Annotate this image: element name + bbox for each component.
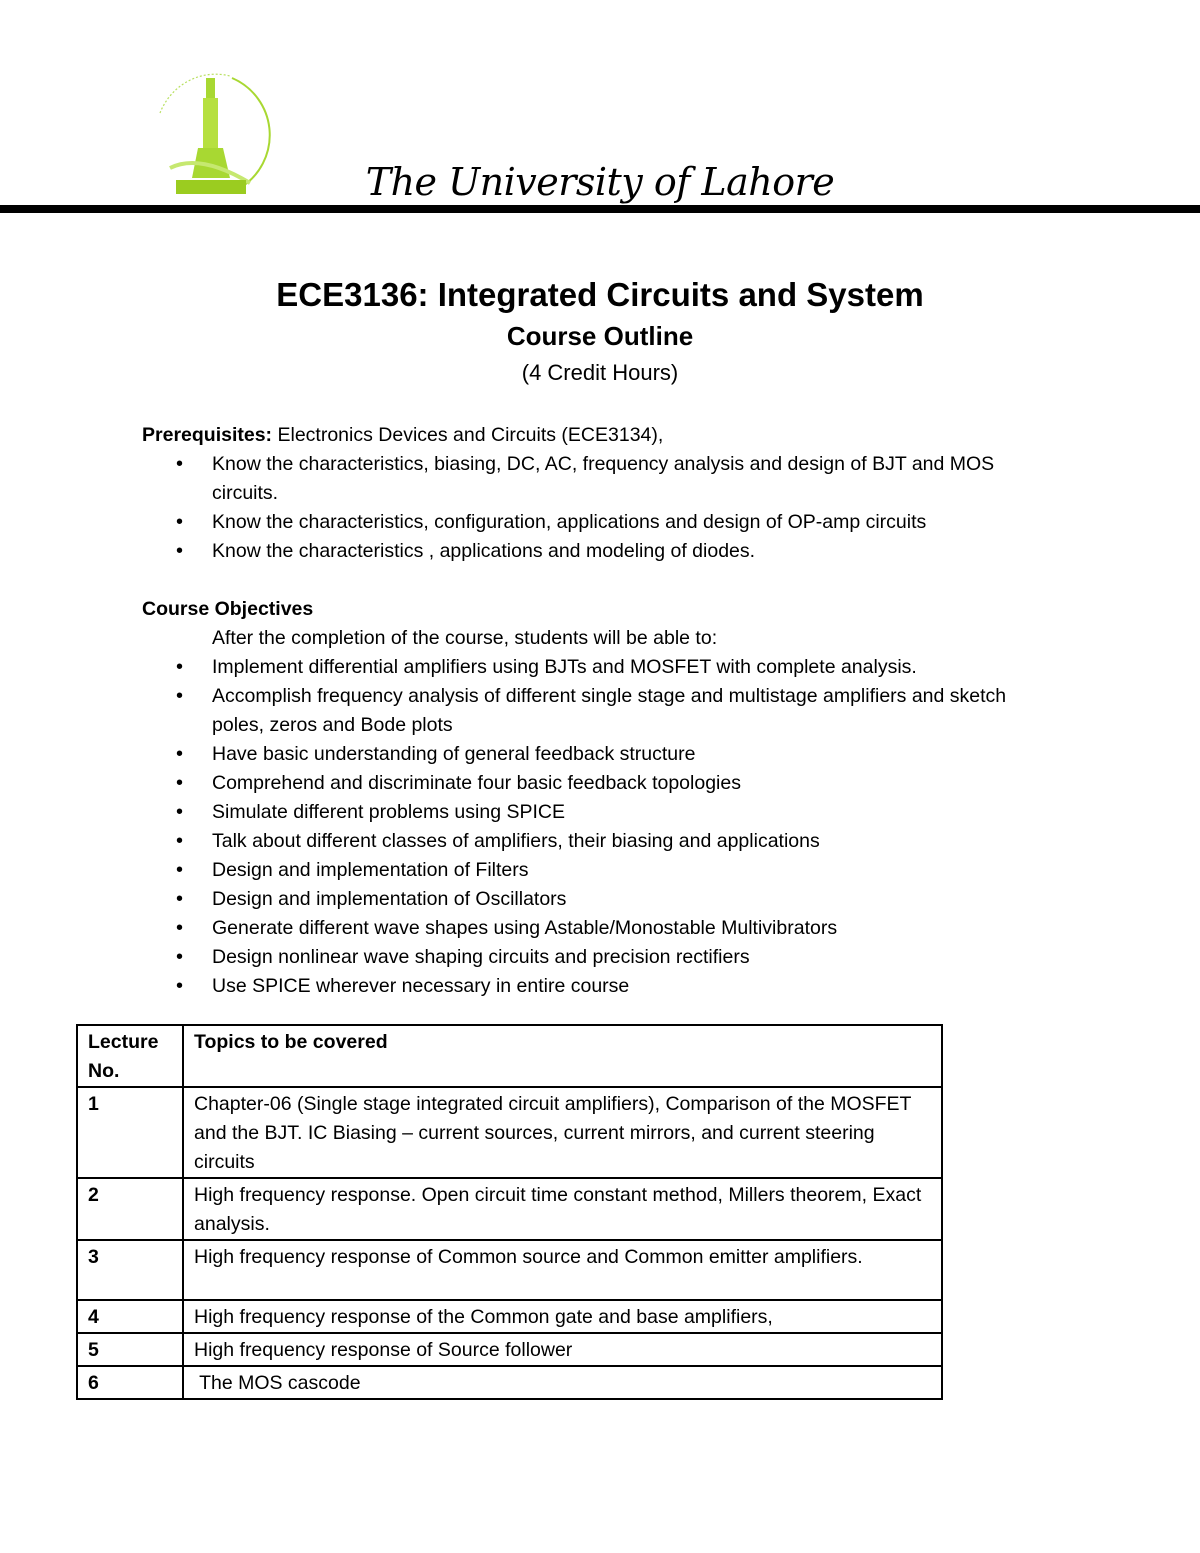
university-name: The University of Lahore [365, 160, 835, 204]
prerequisites-label: Prerequisites: [142, 424, 273, 446]
table-header-row [77, 1025, 942, 1087]
course-title: ECE3136: Integrated Circuits and System [276, 276, 924, 313]
objective-item: • Accomplish frequency analysis of different single stage and multistage amplifiers and sketch poles, zeros and Bode plots [142, 682, 1022, 740]
objective-item: • Comprehend and discriminate four basic feedback topologies [142, 769, 1022, 798]
lecture-topic: The MOS cascode [183, 1366, 942, 1399]
lecture-number: 2 [77, 1178, 183, 1240]
table-row [77, 1240, 942, 1300]
objective-item: • Use SPICE wherever necessary in entire course [142, 972, 1022, 1001]
objective-item: • Talk about different classes of amplifiers, their biasing and applications [142, 827, 1022, 856]
prerequisites-section [142, 421, 1062, 566]
prerequisites-text: Electronics Devices and Circuits (ECE3134), [272, 424, 664, 446]
table-row [77, 1178, 942, 1240]
header-lecture-no: Lecture No. [77, 1025, 183, 1087]
objective-item: • Design and implementation of Oscillators [142, 885, 1022, 914]
lecture-topic: High frequency response of Common source and Common emitter amplifiers. [183, 1240, 942, 1300]
prerequisite-item: • Know the characteristics , applications and modeling of diodes. [142, 537, 1012, 566]
lecture-number: 3 [77, 1240, 183, 1300]
lecture-topic: High frequency response of Source follower [183, 1333, 942, 1366]
objective-item: • Implement differential amplifiers using BJTs and MOSFET with complete analysis. [142, 653, 1022, 682]
objective-item: • Design nonlinear wave shaping circuits and precision rectifiers [142, 943, 1022, 972]
table-row [77, 1087, 942, 1178]
header-rule [0, 205, 1200, 213]
lecture-table [76, 1024, 943, 1400]
prerequisite-item: • Know the characteristics, configuration, applications and design of OP-amp circuits [142, 508, 1012, 537]
lecture-topic: High frequency response. Open circuit time constant method, Millers theorem, Exact analysis. [183, 1178, 942, 1240]
header-topics: Topics to be covered [183, 1025, 942, 1087]
objectives-heading: Course Objectives [142, 598, 314, 620]
table-row [77, 1366, 942, 1399]
lecture-number: 4 [77, 1300, 183, 1333]
course-subtitle: Course Outline [506, 321, 694, 351]
objectives-section [142, 595, 1042, 1001]
table-row [77, 1300, 942, 1333]
lecture-topic: High frequency response of the Common gate and base amplifiers, [183, 1300, 942, 1333]
objectives-intro: After the completion of the course, students will be able to: [212, 627, 718, 649]
lecture-number: 6 [77, 1366, 183, 1399]
table-row [77, 1333, 942, 1366]
lecture-topic: Chapter-06 (Single stage integrated circuit amplifiers), Comparison of the MOSFET and the BJT. IC Biasing – current sources, current mirrors, and current steering circuits [183, 1087, 942, 1178]
objective-item: • Generate different wave shapes using Astable/Monostable Multivibrators [142, 914, 1022, 943]
objective-item: • Design and implementation of Filters [142, 856, 1022, 885]
objective-item: • Have basic understanding of general feedback structure [142, 740, 1022, 769]
objective-item: • Simulate different problems using SPICE [142, 798, 1022, 827]
prerequisite-item: • Know the characteristics, biasing, DC, AC, frequency analysis and design of BJT and MOS circuits. [142, 450, 1012, 508]
lecture-number: 5 [77, 1333, 183, 1366]
lecture-number: 1 [77, 1087, 183, 1178]
credit-hours: (4 Credit Hours) [521, 360, 679, 385]
